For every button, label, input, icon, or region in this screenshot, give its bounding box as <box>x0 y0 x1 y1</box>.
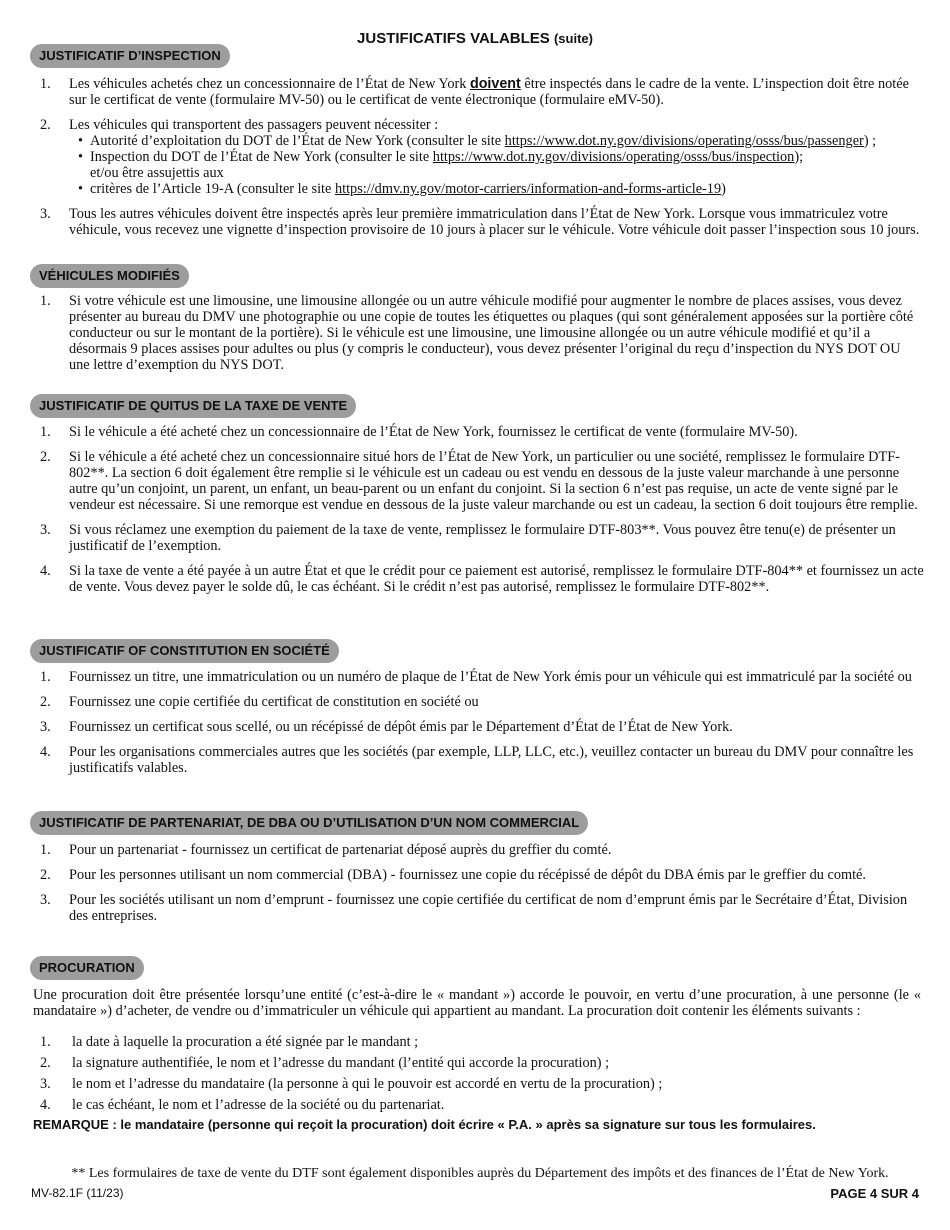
item-text: la signature authentifiée, le nom et l’adresse du mandant (l’entité qui accorde la procuration) ; <box>72 1055 610 1071</box>
section-heading-partenariat: JUSTIFICATIF DE PARTENARIAT, DE DBA OU D’UTILISATION D’UN NOM COMMERCIAL <box>30 811 588 835</box>
list-item <box>36 76 924 108</box>
item-text: Pour un partenariat - fournissez un certificat de partenariat déposé auprès du greffier du comté. <box>69 842 612 858</box>
item-number: 2. <box>40 1055 51 1071</box>
item-number: 3. <box>40 206 51 222</box>
item-text: la date à laquelle la procuration a été signée par le mandant ; <box>72 1034 419 1050</box>
remarque-note: REMARQUE : le mandataire (personne qui reçoit la procuration) doit écrire « P.A. » après sa signature sur tous les formulaires. <box>33 1117 816 1132</box>
item-number: 1. <box>40 76 51 92</box>
list-item <box>36 744 924 776</box>
list-item <box>36 1097 916 1113</box>
list-item <box>36 669 924 685</box>
item-text: Si le véhicule a été acheté chez un concessionnaire de l’État de New York, fournissez le certificat de vente (formulaire MV-50). <box>69 424 798 440</box>
list-item <box>36 1034 916 1050</box>
page-title-suffix: (suite) <box>553 31 593 46</box>
item-number: 1. <box>40 1034 51 1050</box>
item-text: le cas échéant, le nom et l’adresse de la société ou du partenariat. <box>72 1097 445 1113</box>
item-text: Fournissez un certificat sous scellé, ou un récépissé de dépôt émis par le Département d’État de l’État de New York. <box>69 719 733 735</box>
link-article-19[interactable]: https://dmv.ny.gov/motor-carriers/information-and-forms-article-19 <box>334 181 722 197</box>
section-heading-procuration: PROCURATION <box>30 956 144 980</box>
list-item <box>36 842 924 858</box>
societe-list <box>36 669 924 783</box>
item-number: 1. <box>40 424 51 440</box>
list-item <box>36 449 924 513</box>
section-heading-inspection: JUSTIFICATIF D’INSPECTION <box>30 44 230 68</box>
list-item <box>36 424 924 440</box>
partenariat-list <box>36 842 924 931</box>
item-text: Si votre véhicule est une limousine, une limousine allongée ou un autre véhicule modifié pour augmenter le nombre de places assises, vous devez présenter au bureau du DMV une photographie ou une copie de toutes les étiquettes ou plaques (qui sont généralement apposées sur la portière côté conducteur ou sur le montant de la portière). Si le véhicule est une limousine, une limousine allongée ou un autre véhicule modifié et qu’il a désormais 9 places assises pour adultes ou plus (y compris le conducteur), vous devez présenter l’original du reçu d’inspection du NYS DOT OU une lettre d’exemption du NYS DOT. <box>69 293 914 373</box>
item-number: 2. <box>40 449 51 465</box>
item-text: Pour les personnes utilisant un nom commercial (DBA) - fournissez une copie du récépissé de dépôt du DBA émis par le greffier du comté. <box>69 867 866 883</box>
section-heading-societe: JUSTIFICATIF OF CONSTITUTION EN SOCIÉTÉ <box>30 639 339 663</box>
link-dot-passenger[interactable]: https://www.dot.ny.gov/divisions/operating/osss/bus/passenger <box>504 133 864 149</box>
link-dot-inspection[interactable]: https://www.dot.ny.gov/divisions/operating/osss/bus/inspection <box>432 149 795 165</box>
procuration-intro: Une procuration doit être présentée lorsqu’une entité (c’est-à-dire le « mandant ») accorde le pouvoir, en vertu d’une procuration, à une personne (le « mandataire ») d’acheter, de vendre ou d’immatriculer un véhicule qui appartient au mandant. La procuration doit contenir les éléments suivants : <box>33 987 921 1019</box>
item-number: 1. <box>40 669 51 685</box>
item-text: être inspectés dans le cadre de la vente. L’inspection doit être notée sur le certificat de vente (formulaire MV-50) ou le certificat de vente électronique (formulaire eMV-50). <box>69 76 909 108</box>
bullet-item: • critères de l’Article 19-A (consulter le site https://dmv.ny.gov/motor-carriers/information-and-forms-article-19) <box>69 181 924 197</box>
bullet-item: • Autorité d’exploitation du DOT de l’État de New York (consulter le site https://www.dot.ny.gov/divisions/operating/osss/bus/passenger) ; <box>69 133 924 149</box>
item-text: Pour les sociétés utilisant un nom d’emprunt - fournissez une copie certifiée du certificat de nom d’emprunt émis par le Secrétaire d’État, Division des entreprises. <box>69 892 908 924</box>
item-number: 2. <box>40 694 51 710</box>
item-number: 1. <box>40 293 51 309</box>
item-text: Pour les organisations commerciales autres que les sociétés (par exemple, LLP, LLC, etc.), veuillez contacter un bureau du DMV pour connaître les justificatifs valables. <box>69 744 914 776</box>
item-number: 4. <box>40 1097 51 1113</box>
item-number: 3. <box>40 892 51 908</box>
list-item <box>36 1055 916 1071</box>
modifies-list <box>36 293 924 380</box>
bullet-item: • Inspection du DOT de l’État de New York (consulter le site https://www.dot.ny.gov/divisions/operating/osss/bus/inspection); et/ou être assujettis aux <box>69 149 924 181</box>
item-number: 3. <box>40 522 51 538</box>
item-text: Si le véhicule a été acheté chez un concessionnaire situé hors de l’État de New York, un particulier ou une société, remplissez le formulaire DTF-802**. La section 6 doit également être remplie si le véhicule est un cadeau ou est vendu en dessous de la juste valeur marchande à une personne autre qu’un conjoint, un parent, un enfant, un beau-parent ou un enfant du conjoint. Si la section 6 n’est pas requise, un acte de vente signé par le vendeur est nécessaire. Si une remorque est vendue en dessous de la juste valeur marchande ou est un cadeau, la section 6 doit toujours être remplie. <box>69 449 918 513</box>
list-item <box>36 694 924 710</box>
page-title-main: JUSTIFICATIFS VALABLES <box>357 30 550 47</box>
page-number: PAGE 4 SUR 4 <box>830 1186 919 1201</box>
list-item <box>36 293 924 373</box>
list-item <box>36 892 924 924</box>
list-item <box>36 563 924 595</box>
item-number: 4. <box>40 563 51 579</box>
item-number: 3. <box>40 1076 51 1092</box>
item-number: 2. <box>40 117 51 133</box>
form-number: MV-82.1F (11/23) <box>31 1186 124 1200</box>
list-item <box>36 1076 916 1092</box>
list-item <box>36 522 924 554</box>
item-text: le nom et l’adresse du mandataire (la personne à qui le pouvoir est accordé en vertu de la procuration) ; <box>72 1076 663 1092</box>
item-number: 3. <box>40 719 51 735</box>
list-item <box>36 206 924 238</box>
item-text: Fournissez un titre, une immatriculation ou un numéro de plaque de l’État de New York émis pour un véhicule qui est immatriculé par la société ou <box>69 669 912 685</box>
section-heading-modifies: VÉHICULES MODIFIÉS <box>30 264 189 288</box>
footnote: ** Les formulaires de taxe de vente du DTF sont également disponibles auprès du Département des impôts et des finances de l’État de New York. <box>71 1166 889 1181</box>
list-item <box>36 719 924 735</box>
item-intro: Les véhicules qui transportent des passagers peuvent nécessiter : <box>69 117 439 133</box>
emphasis-doivent: doivent <box>469 76 521 92</box>
item-text: Si vous réclamez une exemption du paiement de la taxe de vente, remplissez le formulaire DTF-803**. Vous pouvez être tenu(e) de présenter un justificatif de l’exemption. <box>69 522 896 554</box>
list-item <box>36 867 924 883</box>
list-item <box>36 117 924 197</box>
section-heading-taxe: JUSTIFICATIF DE QUITUS DE LA TAXE DE VENTE <box>30 394 356 418</box>
item-text: Les véhicules achetés chez un concessionnaire de l’État de New York <box>69 76 470 92</box>
item-text: Si la taxe de vente a été payée à un autre État et que le crédit pour ce paiement est autorisé, remplissez le formulaire DTF-804** et fournissez un acte de vente. Vous devez payer le solde dû, le cas échéant. Si le crédit n’est pas autorisé, remplissez le formulaire DTF-802**. <box>69 563 924 595</box>
item-number: 2. <box>40 867 51 883</box>
item-text: Fournissez une copie certifiée du certificat de constitution en société ou <box>69 694 479 710</box>
item-text: Tous les autres véhicules doivent être inspectés après leur première immatriculation dans l’État de New York. Lorsque vous immatriculez votre véhicule, vous recevez une vignette d’inspection provisoire de 10 jours à placer sur le véhicule. Votre véhicule doit passer l’inspection sous 10 jours. <box>69 206 920 238</box>
inspection-list <box>36 76 924 245</box>
procuration-list <box>36 1034 916 1118</box>
taxe-list <box>36 424 924 602</box>
item-number: 1. <box>40 842 51 858</box>
item-number: 4. <box>40 744 51 760</box>
